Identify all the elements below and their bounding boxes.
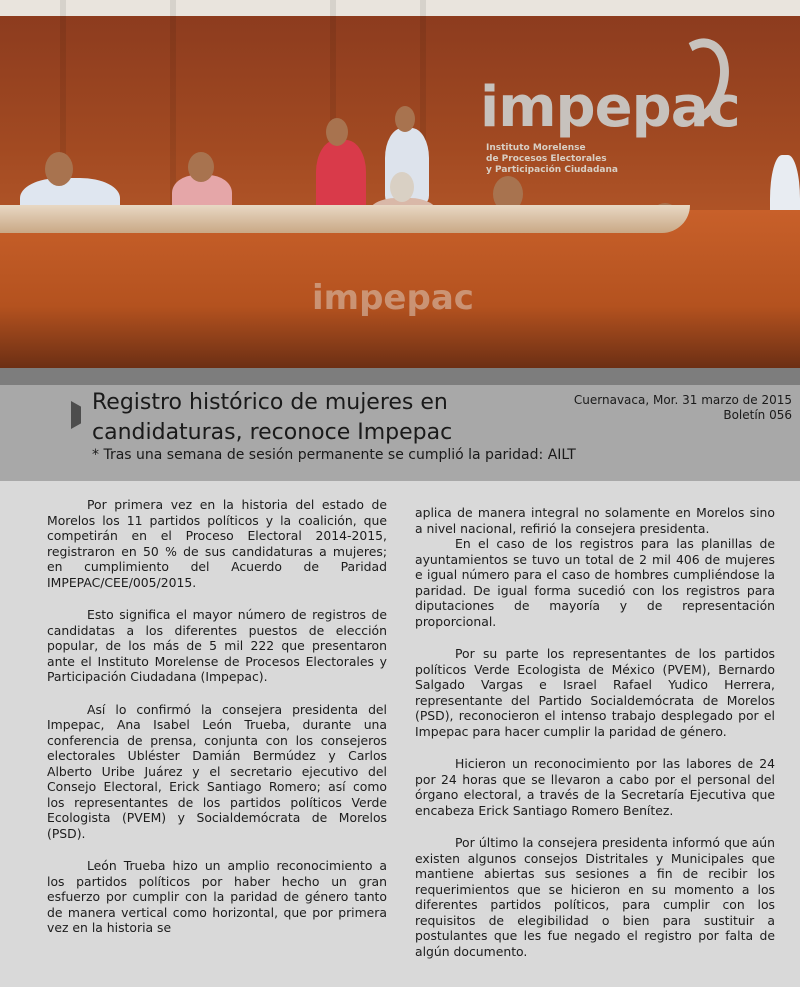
- logo-sub-line: Instituto Morelense: [486, 143, 586, 153]
- place-date: Cuernavaca, Mor. 31 marzo de 2015: [573, 393, 792, 407]
- logo-sub-line: de Procesos Electorales: [486, 154, 607, 164]
- header-band-top: [0, 368, 800, 385]
- person-head: [188, 152, 214, 182]
- person-head: [395, 106, 415, 132]
- paragraph: León Trueba hizo un amplio reconocimiento a los partidos políticos por haber hecho un gran esfuerzo por cumplir con la paridad de género tanto de manera vertical como horizontal, que por primera vez en la historia se: [47, 858, 387, 935]
- desk-top: [0, 205, 690, 233]
- body-column-right: [415, 505, 775, 976]
- person-head: [45, 152, 73, 186]
- paragraph: Hicieron un reconocimiento por las labores de 24 por 24 horas que se llevaron a cabo por el personal del órgano electoral, a través de la Secretaría Ejecutiva que encabeza Erick Santiago Romero Benítez.: [415, 756, 775, 818]
- paragraph: Así lo confirmó la consejera presidenta del Impepac, Ana Isabel León Trueba, durante una conferencia de prensa, conjunta con los consejeros electorales Ubléster Damián Bermúdez y Carlos Alberto Uribe Juárez y el secretario ejecutivo del Consejo Electoral, Erick Santiago Romero; así como los representantes de los partidos políticos Verde Ecologista (PVEM) y Socialdemócrata de Morelos (PSD).: [47, 701, 387, 841]
- wall-logo-subtitle: [486, 143, 618, 176]
- paragraph: Por primera vez en la historia del estado de Morelos los 11 partidos políticos y la coalición, que competirán en el Proceso Electoral 2014-2015, registraron en 50 % de sus candidaturas a mujeres; en cumplimiento del Acuerdo de Paridad IMPEPAC/CEE/005/2015.: [47, 497, 387, 590]
- person-head: [326, 118, 348, 146]
- bulletin-number: Boletín 056: [723, 408, 792, 422]
- paragraph: Por último la consejera presidenta informó que aún existen algunos consejos Distritales y Municipales que mantiene abiertas sus sesiones a fin de recibir los requerimientos que se hicieron en su momento a los diferentes partidos políticos, para cumplir con los requisitos de elegibilidad o bien para sustituir a postulantes que les fue negado el registro por falta de algún documento.: [415, 835, 775, 959]
- paragraph: Esto significa el mayor número de registros de candidatas a los diferentes puestos de elección popular, de los más de 5 mil 222 que presentaron ante el Instituto Morelense de Procesos Electorales y Participación Ciudadana (Impepac).: [47, 607, 387, 684]
- subheadline: * Tras una semana de sesión permanente se cumplió la paridad: AILT: [92, 447, 576, 463]
- wall-logo-text: impepac: [480, 75, 740, 140]
- wall-logo: [480, 35, 740, 175]
- paragraph-continued: aplica de manera integral no solamente en Morelos sino a nivel nacional, refirió la consejera presidenta.: [415, 505, 775, 536]
- bulletin-meta: [574, 393, 792, 423]
- paragraph: En el caso de los registros para las planillas de ayuntamientos se tuvo un total de 2 mil 406 de mujeres e igual número para el caso de hombres cumpliéndose la paridad. De igual forma sucedió con los registros para diputaciones de mayoría y de representación proporcional.: [415, 536, 775, 629]
- person-head: [390, 172, 414, 202]
- paragraph: Por su parte los representantes de los partidos políticos Verde Ecologista de México (PVEM), Bernardo Salgado Vargas e Israel Rafael Yudico Herrera, representante del Partido Socialdemócrata de Morelos (PSD), reconocieron el intenso trabajo desplegado por el Impepac para hacer cumplir la paridad de género.: [415, 646, 775, 739]
- ceiling: [0, 0, 800, 16]
- session-photo: [0, 0, 800, 368]
- headline: Registro histórico de mujeres en candidaturas, reconoce Impepac: [92, 390, 453, 445]
- body-column-left: [47, 497, 387, 953]
- desk-logo-text: impepac: [312, 278, 474, 318]
- logo-sub-line: y Participación Ciudadana: [486, 165, 618, 175]
